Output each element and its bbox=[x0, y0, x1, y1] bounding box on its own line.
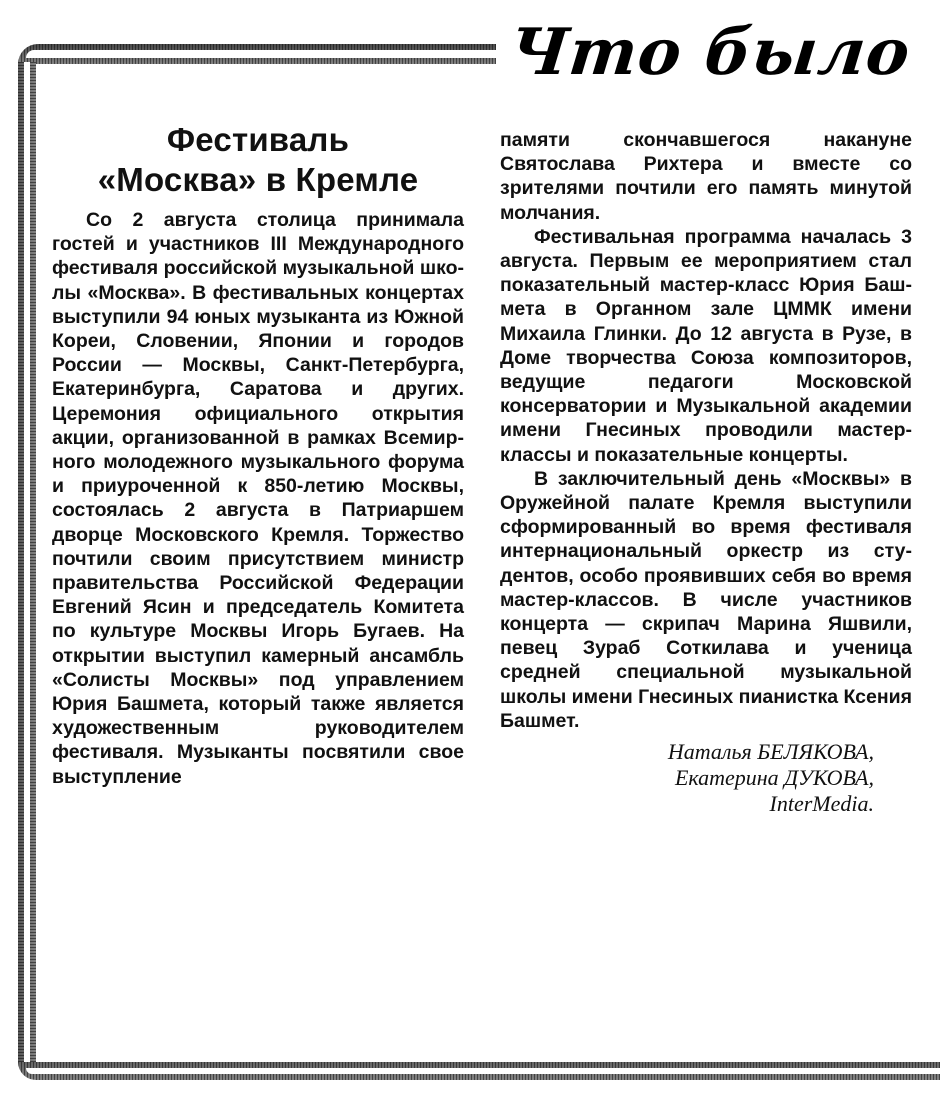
article-headline bbox=[52, 120, 464, 200]
byline-author-1: Наталья БЕЛЯКОВА, bbox=[667, 739, 874, 765]
article-paragraph-1: Со 2 августа столица принимала гостей и участников III Международного фестиваля российской музыкальной школы «Москва». В фестивальных концертах выступили 94 юных музыканта из Южной Кореи, Словении, Японии и городов России — Москвы, Санкт-Петербурга, Екатеринбурга, Саратова и других. Церемония официального открытия акции, организованной в рамках Всемирного молодежного музыкального форума и приуроченной к 850-летию Москвы, состоялась 2 августа в Патриаршем дворце Московского Кремля. Торжество почтили своим присутствием министр правительства Российской Федерации Евгений Ясин и председатель Комитета по культуре Москвы Игорь Бугаев. На открытии выступил камерный ансамбль «Солисты Москвы» под управлением Юрия Башмета, который также является художественным руководителем фестиваля. Музыканты посвятили свое выступление bbox=[52, 209, 464, 788]
headline-line-2: «Москва» в Кремле bbox=[97, 161, 419, 198]
byline-author-2: Екатерина ДУКОВА, bbox=[674, 765, 874, 791]
section-masthead: Что было bbox=[506, 15, 914, 90]
frame-bottom-border bbox=[18, 1062, 940, 1080]
headline-line-1: Фестиваль bbox=[166, 121, 350, 158]
article-paragraph-3: В заключительный день «Москвы» в Оружейной палате Кремля выступили сформированный во время фестиваля интернациональный оркестр из студентов, особо проявивших себя во время мастер-классов. В числе участников концерта — скрипач Марина Яшвили, певец Зураб Соткилава и ученица средней специальной музыкальной школы имени Гнесиных пианистка Ксения Башмет. bbox=[500, 467, 912, 732]
article-left-column bbox=[52, 120, 464, 789]
frame-top-border bbox=[18, 44, 496, 64]
byline-agency: InterMedia. bbox=[769, 791, 874, 817]
article-byline bbox=[500, 739, 912, 817]
article-paragraph-1-continuation: памяти скончавшегося накануне Святослава Рихтера и вместе со зрителями почтили его память минутой молчания. bbox=[500, 129, 912, 224]
article-paragraph-2: Фестивальная программа началась 3 августа. Первым ее мероприятием стал показательный мастер-класс Юрия Башмета в Органном зале ЦММК имени Михаила Глинки. До 12 августа в Рузе, в Доме творчества Союза композиторов, ведущие педагоги Московской консерватории и Музыкальной академии имени Гнесиных проводили мастер-классы и показательные концерты. bbox=[500, 225, 912, 466]
article-right-column bbox=[500, 128, 912, 817]
frame-left-border bbox=[18, 62, 36, 1062]
